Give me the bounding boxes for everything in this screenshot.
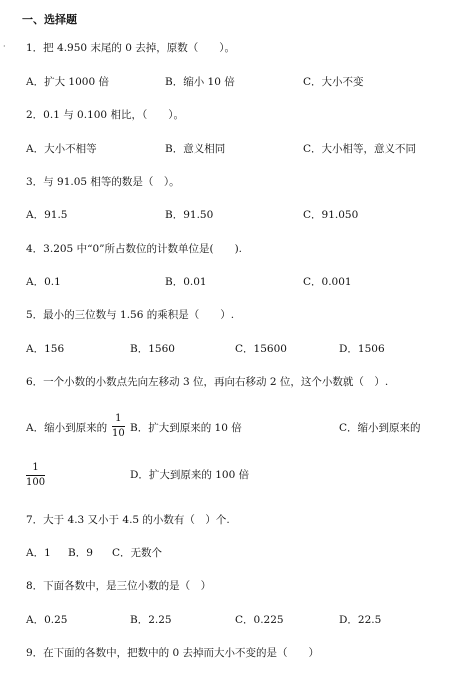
question-3-option-a[interactable]: A．91.5 <box>26 209 68 221</box>
question-2-option-b[interactable]: B．意义相同 <box>165 143 226 155</box>
question-3-stem: 3．与 91.05 相等的数是（ ）。 <box>26 176 180 188</box>
question-7-option-a[interactable]: A．1 <box>26 547 51 559</box>
section-title: 一、选择题 <box>22 13 77 26</box>
question-5-stem: 5．最小的三位数与 1.56 的乘积是（ ）. <box>26 309 235 321</box>
question-4-option-c[interactable]: C．0.001 <box>303 276 352 288</box>
fraction-numerator: 1 <box>115 413 122 424</box>
margin-mark: · <box>3 42 6 51</box>
question-8-option-c[interactable]: C．0.225 <box>235 614 284 626</box>
question-6-option-b[interactable]: B．扩大到原来的 10 倍 <box>130 422 242 434</box>
question-8-option-b[interactable]: B．2.25 <box>130 614 172 626</box>
question-1-stem: 1．把 4.950 末尾的 0 去掉，原数（ ）。 <box>26 42 236 54</box>
question-8-option-d[interactable]: D．22.5 <box>339 614 382 626</box>
question-6-option-a-fraction <box>112 414 125 439</box>
question-3-option-b[interactable]: B．91.50 <box>165 209 214 221</box>
question-4-stem: 4．3.205 中“0”所占数位的计数单位是( ). <box>26 243 243 255</box>
question-6-option-d[interactable]: D．扩大到原来的 100 倍 <box>130 469 250 481</box>
fraction-bar <box>112 426 125 427</box>
fraction-bar <box>26 475 45 476</box>
question-5-option-d[interactable]: D．1506 <box>339 343 385 355</box>
question-1-option-a[interactable]: A．扩大 1000 倍 <box>26 76 109 88</box>
question-7-stem: 7．大于 4.3 又小于 4.5 的小数有（ ）个. <box>26 514 230 526</box>
question-2-option-a[interactable]: A．大小不相等 <box>26 143 97 155</box>
question-8-stem: 8．下面各数中，是三位小数的是（ ） <box>26 580 212 592</box>
question-6-option-c-fraction <box>26 463 45 488</box>
question-7-option-b[interactable]: B．9 <box>68 547 93 559</box>
fraction-denominator: 10 <box>112 428 125 439</box>
question-5-option-b[interactable]: B．1560 <box>130 343 175 355</box>
question-8-option-a[interactable]: A．0.25 <box>26 614 68 626</box>
question-2-option-c[interactable]: C．大小相等，意义不同 <box>303 143 417 155</box>
question-3-option-c[interactable]: C．91.050 <box>303 209 359 221</box>
question-9-stem: 9．在下面的各数中，把数中的 0 去掉而大小不变的是（ ） <box>26 647 320 659</box>
fraction-denominator: 100 <box>26 477 46 488</box>
question-5-option-c[interactable]: C．15600 <box>235 343 287 355</box>
question-6-option-c[interactable]: C．缩小到原来的 <box>339 422 421 434</box>
question-1-option-c[interactable]: C．大小不变 <box>303 76 364 88</box>
question-4-option-b[interactable]: B．0.01 <box>165 276 207 288</box>
question-6-stem: 6．一个小数的小数点先向左移动 3 位，再向右移动 2 位，这个小数就（ ）. <box>26 376 389 388</box>
question-1-option-b[interactable]: B．缩小 10 倍 <box>165 76 235 88</box>
question-6-option-a[interactable]: A．缩小到原来的 <box>26 422 108 434</box>
fraction-numerator: 1 <box>32 462 39 473</box>
question-7-option-c[interactable]: C．无数个 <box>112 547 163 559</box>
question-4-option-a[interactable]: A．0.1 <box>26 276 61 288</box>
question-5-option-a[interactable]: A．156 <box>26 343 65 355</box>
question-2-stem: 2．0.1 与 0.100 相比，（ ）。 <box>26 109 184 121</box>
